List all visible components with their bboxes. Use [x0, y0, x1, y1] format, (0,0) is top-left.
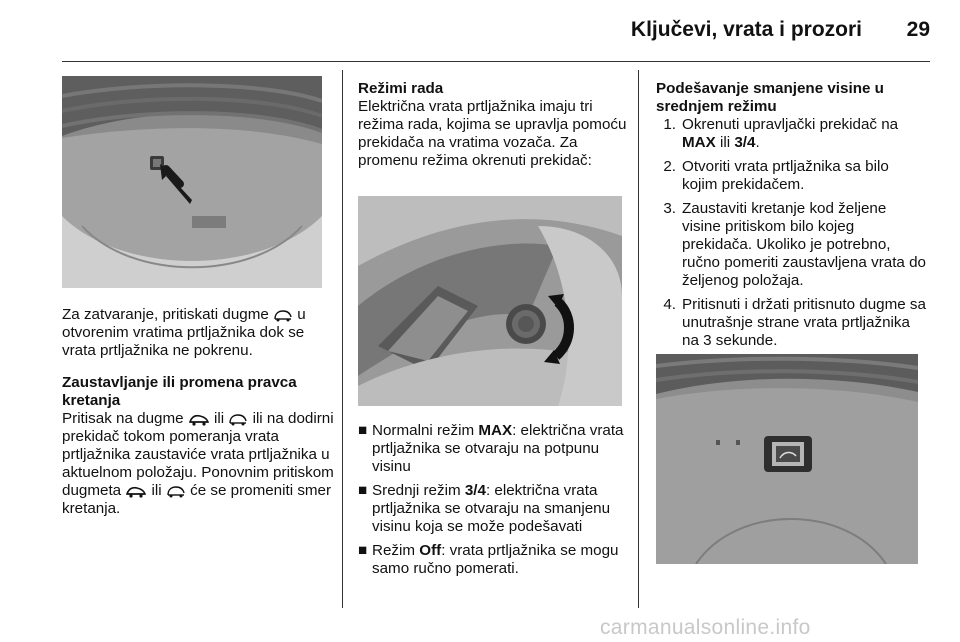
text-span: Normalni režim — [372, 422, 479, 439]
tailgate-open-icon — [273, 309, 293, 322]
list-item — [358, 482, 630, 536]
text-span: ili — [715, 134, 735, 151]
mode-key: MAX — [682, 134, 716, 151]
bullet-marker: ■ — [358, 422, 368, 439]
column-3 — [656, 80, 928, 356]
mode-key: MAX — [478, 422, 513, 439]
list-item — [656, 296, 928, 350]
tailgate-close-icon — [125, 485, 147, 498]
mode-key: 3/4 — [464, 482, 486, 499]
mode-list — [358, 422, 630, 584]
close-instruction — [62, 306, 334, 360]
column-2 — [358, 80, 628, 170]
text-span: će se promeniti smer kretanja. — [62, 482, 332, 517]
page-number: 29 — [906, 18, 930, 41]
tailgate-button-photo — [62, 76, 322, 288]
column-divider-2 — [638, 70, 639, 608]
bullet-marker: ■ — [358, 482, 368, 499]
bullet-marker: ■ — [358, 542, 368, 559]
text-span: : električna vrata prtljažnika se otvaraju na potpunu visinu — [372, 422, 624, 475]
section-heading-modes: Režimi rada — [358, 80, 444, 97]
text-span: ili — [147, 482, 166, 499]
list-item — [656, 116, 928, 152]
tailgate-inner-button-photo — [656, 354, 918, 564]
step-text: Zaustaviti kretanje kod željene visine pritiskom bilo kojeg prekidača. Ukoliko je potrebno, ručno pomeriti zaustavljena vrata do željenog položaja. — [682, 200, 926, 289]
stop-instruction — [62, 410, 334, 518]
list-item — [358, 542, 630, 578]
text-span: Režim — [372, 542, 420, 559]
tailgate-open-icon — [228, 413, 248, 426]
page-header-title: Ključevi, vrata i prozori — [630, 18, 862, 41]
driver-door-switch-photo — [358, 196, 622, 406]
column-divider-1 — [342, 70, 343, 608]
section-heading-stop: Zaustavljanje ili promena pravca kretanja — [62, 374, 297, 409]
text-span: ili na dodirni prekidač tokom pomeranja vrata prtljažnika zaustaviće vrata prtljažnika u aktuelnom položaju. Ponovnim pritiskom dugmeta — [62, 410, 334, 499]
watermark: carmanualsonline.info — [600, 616, 811, 639]
text-span: ili — [209, 410, 229, 427]
step-number: 1. — [663, 116, 676, 133]
text-span: : vrata prtljažnika se mogu samo ručno pomerati. — [372, 542, 619, 577]
list-item — [358, 422, 630, 476]
text-span: : električna vrata prtljažnika se otvaraju na smanjenu visinu koja se može podešavati — [372, 482, 611, 535]
list-item-text — [372, 482, 630, 536]
text-span: u otvorenim vratima prtljažnika dok se vrata prtljažnika ne pokrenu. — [62, 306, 306, 359]
step-text: Otvoriti vrata prtljažnika sa bilo kojim prekidačem. — [682, 158, 889, 193]
step-number: 3. — [663, 200, 676, 217]
tailgate-close-icon — [188, 413, 210, 426]
text-span: . — [755, 134, 760, 151]
header-rule — [62, 61, 930, 62]
text-span: Srednji režim — [372, 482, 465, 499]
tailgate-open-icon — [166, 485, 186, 498]
step-text — [682, 116, 928, 152]
text-span: Za zatvaranje, pritiskati dugme — [62, 306, 274, 323]
list-item-text — [372, 422, 630, 476]
text-span: Okrenuti upravljački prekidač na — [682, 116, 899, 133]
section-heading-adjust: Podešavanje smanjene visine u srednjem režimu — [656, 80, 884, 115]
step-number: 4. — [663, 296, 676, 313]
text-span: Pritisak na dugme — [62, 410, 188, 427]
step-number: 2. — [663, 158, 676, 175]
mode-key: 3/4 — [734, 134, 756, 151]
modes-intro: Električna vrata prtljažnika imaju tri režima rada, kojima se upravlja pomoću prekidača na vratima vozača. Za promenu režima okrenuti prekidač: — [358, 98, 627, 169]
column-1 — [62, 306, 334, 518]
list-item — [656, 200, 928, 290]
mode-key: Off — [419, 542, 442, 559]
list-item-text — [372, 542, 630, 578]
step-text: Pritisnuti i držati pritisnuto dugme sa unutrašnje strane vrata prtljažnika na 3 sekunde. — [682, 296, 926, 349]
list-item — [656, 158, 928, 194]
